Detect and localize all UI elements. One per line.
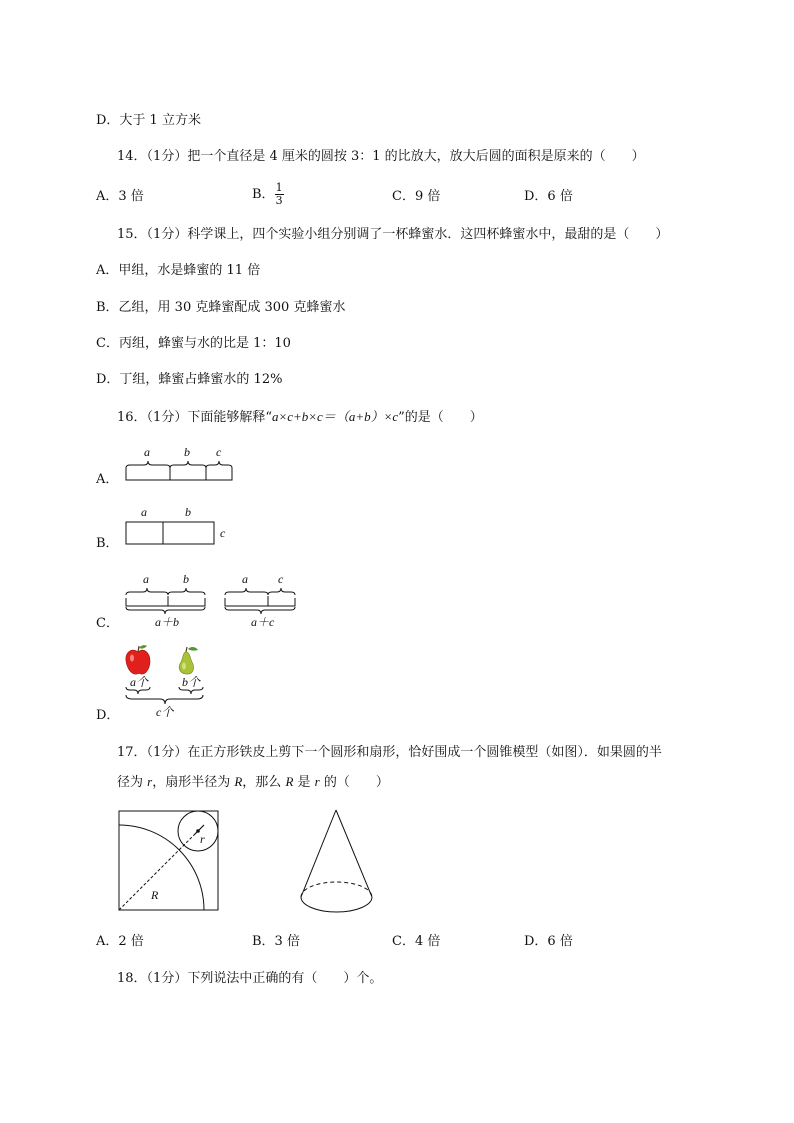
- q17-var-r: r: [314, 774, 320, 789]
- q17-stem-line1: 17．（1分）在正方形铁皮上剪下一个圆形和扇形，恰好围成一个圆锥模型（如图）．如果圆的半: [117, 745, 662, 760]
- fraction-denominator: 3: [275, 194, 283, 207]
- q14-stem: 14．（1分）把一个直径是 4 厘米的圆按 3：1 的比放大，放大后圆的面积是原来的（ ）: [117, 149, 645, 164]
- q17-var-R: R: [234, 774, 243, 789]
- q14-option-d: D．6 倍: [524, 189, 573, 204]
- q14-option-a: A．3 倍: [96, 189, 144, 204]
- label-a-plus-c: a＋c: [251, 615, 275, 629]
- q17-option-c: C．4 倍: [392, 934, 441, 949]
- q16-stem-post: ”的是（ ）: [398, 410, 483, 425]
- q16-formula: a×c+b×c＝（a+b）×c: [271, 409, 399, 424]
- q16-option-b: B．: [96, 536, 119, 551]
- q17-text-5: 的（ ）: [319, 775, 389, 790]
- q15-stem: 15．（1分）科学课上，四个实验小组分别调了一杯蜂蜜水．这四杯蜂蜜水中，最甜的是（ ）: [117, 227, 669, 242]
- label-a: a: [144, 445, 150, 459]
- q17-var-r: r: [147, 774, 153, 789]
- label-a: a: [242, 572, 248, 586]
- q17-option-a: A．2 倍: [96, 934, 144, 949]
- q17-option-d: D．6 倍: [524, 934, 573, 949]
- label-b: b: [185, 505, 191, 519]
- q17-var-R: R: [285, 774, 294, 789]
- label-r: r: [200, 832, 205, 846]
- label-a: a: [141, 505, 147, 519]
- q13-option-d: D．大于 1 立方米: [96, 113, 201, 128]
- q16-option-d: D．: [96, 708, 120, 723]
- label-c-count: c个: [156, 705, 174, 719]
- label-R: R: [151, 888, 159, 902]
- q17-text-4: 是: [293, 775, 315, 790]
- label-b-count: b个: [182, 675, 201, 689]
- label-b: b: [183, 572, 189, 586]
- q14-option-b-prefix: B．: [252, 187, 275, 202]
- label-a: a: [143, 572, 149, 586]
- q16-option-a: A．: [96, 472, 119, 487]
- label-a-count: a个: [130, 675, 149, 689]
- label-b: b: [184, 445, 190, 459]
- q17-option-b: B．3 倍: [252, 934, 300, 949]
- label-c: c: [216, 445, 222, 459]
- q18-stem: 18．（1分）下列说法中正确的有（ ）个。: [117, 971, 383, 986]
- q15-option-b: B．乙组，用 30 克蜂蜜配成 300 克蜂蜜水: [96, 300, 346, 315]
- label-a-plus-b: a＋b: [155, 615, 180, 629]
- q16-stem-pre: 16．（1分）下面能够解释“: [117, 410, 272, 425]
- q17-text-2: ，扇形半径为: [152, 775, 235, 790]
- q15-option-a: A．甲组，水是蜂蜜的 11 倍: [96, 263, 261, 278]
- q15-option-d: D．丁组，蜂蜜占蜂蜜水的 12%: [96, 372, 283, 387]
- fraction-numerator: 1: [275, 181, 283, 194]
- label-c: c: [220, 526, 226, 540]
- label-c: c: [278, 572, 284, 586]
- q17-text-3: ，那么: [242, 775, 286, 790]
- q15-option-c: C．丙组，蜂蜜与水的比是 1：10: [96, 336, 291, 351]
- q14-option-c: C．9 倍: [392, 189, 441, 204]
- q17-text-1: 径为: [117, 775, 148, 790]
- q16-option-c: C．: [96, 616, 119, 631]
